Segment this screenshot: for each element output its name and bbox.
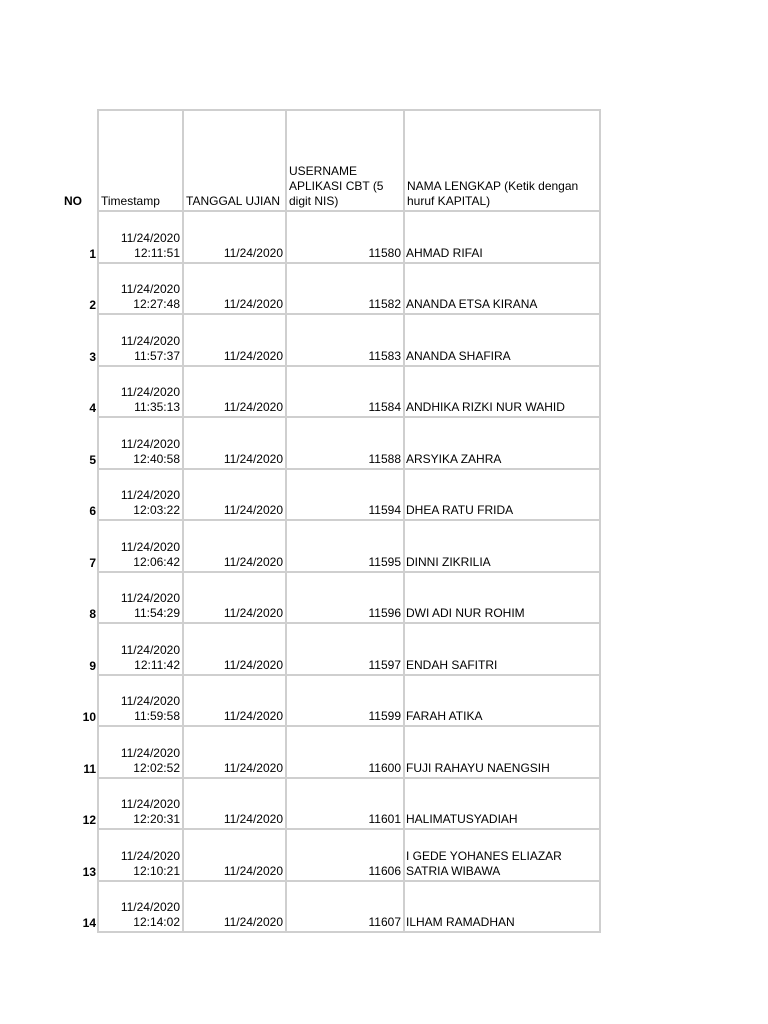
header-row [59,110,600,211]
header-username: USERNAME APLIKASI CBT (5 digit NIS) [286,110,404,211]
timestamp-time: 12:20:31 [133,812,180,826]
tanggal-ujian-cell: 11/24/2020 [183,469,286,521]
timestamp-time: 11:57:37 [134,348,180,363]
row-number: 10 [82,710,96,724]
timestamp-cell [98,469,183,521]
row-number: 12 [82,813,96,827]
timestamp-date: 11/24/2020 [120,642,180,657]
timestamp-cell [98,881,183,933]
table-row [59,572,600,624]
tanggal-ujian-cell: 11/24/2020 [183,881,286,933]
timestamp-time: 12:06:42 [133,554,180,569]
nama-lengkap-cell: HALIMATUSYADIAH [404,778,600,830]
header-nama-lengkap: NAMA LENGKAP (Ketik dengan huruf KAPITAL) [404,110,600,211]
nama-lengkap-cell: ARSYIKA ZAHRA [404,417,600,469]
username-cell: 11607 [286,881,404,933]
username-cell: 11582 [286,263,404,315]
tanggal-ujian-cell: 11/24/2020 [183,314,286,366]
row-number: 11 [83,761,96,776]
username-cell: 11606 [286,829,404,881]
row-number: 3 [89,349,96,364]
timestamp-time: 12:10:21 [133,863,180,878]
username-cell: 11580 [286,211,404,263]
table-row [59,263,600,315]
table-row [59,366,600,418]
tanggal-ujian-cell: 11/24/2020 [183,778,286,830]
nama-lengkap-cell: ENDAH SAFITRI [404,623,600,675]
tanggal-ujian-cell: 11/24/2020 [183,675,286,727]
tanggal-ujian-cell: 11/24/2020 [183,829,286,881]
row-number: 6 [89,504,96,518]
tanggal-ujian-cell: 11/24/2020 [183,417,286,469]
nama-lengkap-cell: AHMAD RIFAI [404,211,600,263]
table-row [59,520,600,572]
timestamp-date: 11/24/2020 [120,488,180,502]
nama-lengkap-cell: DHEA RATU FRIDA [404,469,600,521]
username-cell: 11597 [286,623,404,675]
row-number: 9 [89,658,96,673]
timestamp-cell [98,263,183,315]
tanggal-ujian-cell: 11/24/2020 [183,211,286,263]
nama-lengkap-cell: I GEDE YOHANES ELIAZAR SATRIA WIBAWA [404,829,600,881]
nama-lengkap-cell: FUJI RAHAYU NAENGSIH [404,726,600,778]
row-number: 13 [82,864,96,879]
timestamp-cell [98,417,183,469]
timestamp-time: 12:03:22 [133,503,180,517]
row-number: 4 [89,401,96,415]
timestamp-time: 12:14:02 [133,915,180,929]
timestamp-time: 12:02:52 [133,760,180,775]
username-cell: 11588 [286,417,404,469]
timestamp-date: 11/24/2020 [120,591,180,605]
header-timestamp: Timestamp [98,110,183,211]
table-row [59,623,600,675]
timestamp-time: 11:35:13 [134,400,180,414]
header-no: NO [64,194,82,208]
timestamp-cell [98,572,183,624]
timestamp-time: 12:11:51 [134,245,180,260]
username-cell: 11596 [286,572,404,624]
row-number: 8 [89,607,96,621]
timestamp-cell [98,520,183,572]
timestamp-cell [98,366,183,418]
tanggal-ujian-cell: 11/24/2020 [183,520,286,572]
timestamp-date: 11/24/2020 [120,848,180,863]
timestamp-cell [98,726,183,778]
timestamp-date: 11/24/2020 [120,900,180,914]
timestamp-cell [98,829,183,881]
table-row [59,417,600,469]
timestamp-cell [98,314,183,366]
timestamp-cell [98,623,183,675]
nama-lengkap-cell: DWI ADI NUR ROHIM [404,572,600,624]
timestamp-cell [98,675,183,727]
tanggal-ujian-cell: 11/24/2020 [183,366,286,418]
table-row [59,211,600,263]
timestamp-time: 12:40:58 [133,451,180,466]
timestamp-cell [98,778,183,830]
table-row [59,881,600,933]
timestamp-date: 11/24/2020 [120,230,180,245]
tanggal-ujian-cell: 11/24/2020 [183,263,286,315]
timestamp-time: 12:11:42 [134,657,180,672]
username-cell: 11584 [286,366,404,418]
row-number: 5 [89,452,96,467]
username-cell: 11599 [286,675,404,727]
table-row [59,314,600,366]
table-row [59,726,600,778]
timestamp-time: 11:54:29 [134,606,180,620]
row-number: 7 [89,555,96,570]
tanggal-ujian-cell: 11/24/2020 [183,726,286,778]
table-row [59,778,600,830]
tanggal-ujian-cell: 11/24/2020 [183,623,286,675]
username-cell: 11600 [286,726,404,778]
username-cell: 11583 [286,314,404,366]
table-row [59,829,600,881]
timestamp-date: 11/24/2020 [120,436,180,451]
nama-lengkap-cell: ANANDA ETSA KIRANA [404,263,600,315]
timestamp-cell [98,211,183,263]
timestamp-date: 11/24/2020 [120,282,180,296]
username-cell: 11601 [286,778,404,830]
nama-lengkap-cell: DINNI ZIKRILIA [404,520,600,572]
header-tanggal-ujian: TANGGAL UJIAN [183,110,286,211]
nama-lengkap-cell: ANDHIKA RIZKI NUR WAHID [404,366,600,418]
nama-lengkap-cell: FARAH ATIKA [404,675,600,727]
username-cell: 11595 [286,520,404,572]
timestamp-time: 12:27:48 [133,297,180,311]
table-row [59,469,600,521]
timestamp-time: 11:59:58 [134,709,180,723]
row-number: 2 [89,298,96,312]
timestamp-date: 11/24/2020 [120,797,180,811]
timestamp-date: 11/24/2020 [120,333,180,348]
username-cell: 11594 [286,469,404,521]
timestamp-date: 11/24/2020 [120,539,180,554]
timestamp-date: 11/24/2020 [120,385,180,399]
tanggal-ujian-cell: 11/24/2020 [183,572,286,624]
timestamp-date: 11/24/2020 [120,745,180,760]
nama-lengkap-cell: ILHAM RAMADHAN [404,881,600,933]
row-number: 14 [82,916,96,930]
row-number: 1 [89,246,96,261]
nama-lengkap-cell: ANANDA SHAFIRA [404,314,600,366]
attendance-table [59,109,601,933]
timestamp-date: 11/24/2020 [120,694,180,708]
table-row [59,675,600,727]
